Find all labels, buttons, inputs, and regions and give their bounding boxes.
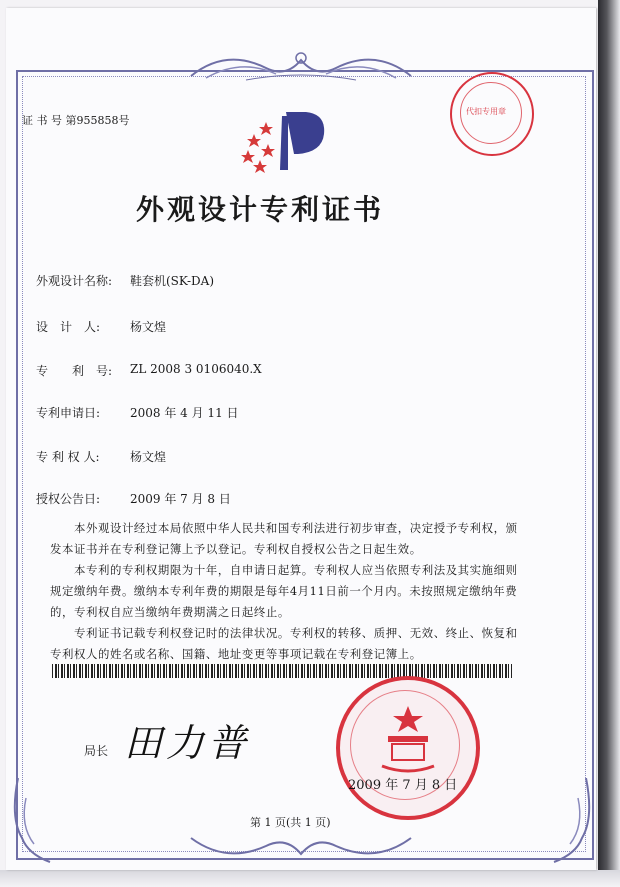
national-emblem-icon	[378, 704, 438, 774]
agency-seal	[450, 72, 534, 156]
paragraph-term-statement	[50, 560, 520, 623]
field-grant-date-value: 2009 年 7 月 8 日	[130, 492, 231, 506]
field-patent-number-label: 专 利 号:	[36, 364, 113, 378]
certificate-page	[6, 8, 596, 870]
paragraph-line: 的，专利权自应当缴纳年费期满之日起终止。	[50, 605, 290, 619]
page-footer: 第 1 页(共 1 页)	[250, 816, 331, 829]
field-patent-number-value: ZL 2008 3 0106040.X	[130, 362, 262, 376]
field-design-name-value: 鞋套机(SK-DA)	[130, 274, 215, 288]
bottom-ornament	[186, 832, 416, 866]
field-designer-label: 设 计 人:	[36, 320, 101, 334]
corner-ornament-br	[546, 778, 596, 868]
paragraph-line: 本专利的专利权期限为十年，自申请日起算。专利权人应当依照专利法及其实施细则	[50, 563, 518, 577]
certificate-number: 证 书 号 第955858号	[22, 114, 130, 127]
field-patentee-label: 专 利 权 人:	[36, 450, 100, 464]
paragraph-grant-statement	[50, 518, 520, 560]
top-ornament	[186, 46, 416, 86]
paragraph-line: 专利证书记载专利权登记时的法律状况。专利权的转移、质押、无效、终止、恢复和	[50, 626, 518, 640]
director-signature: 田力普	[124, 721, 251, 765]
scan-shadow-bottom	[0, 870, 620, 887]
field-designer-value: 杨文煌	[130, 320, 167, 334]
field-filing-date-value: 2008 年 4 月 11 日	[130, 406, 239, 420]
paragraph-legal-status	[50, 623, 520, 665]
paragraph-line: 规定缴纳年费。缴纳本专利年费的期限是每年4月11日前一个月内。未按照规定缴纳年费	[50, 584, 518, 598]
field-filing-date-label: 专利申请日:	[36, 406, 101, 420]
paragraph-line: 发本证书并在专利登记簿上予以登记。专利权自授权公告之日起生效。	[50, 542, 422, 556]
paragraph-line: 本外观设计经过本局依照中华人民共和国专利法进行初步审查，决定授予专利权，颁	[50, 521, 518, 535]
sipo-logo-icon	[234, 108, 334, 178]
field-grant-date-label: 授权公告日:	[36, 492, 101, 506]
field-patentee-value: 杨文煌	[130, 450, 167, 464]
barcode	[52, 664, 512, 678]
agency-seal-text: 代扣专用章	[466, 107, 506, 116]
field-design-name-label: 外观设计名称:	[36, 274, 113, 288]
scan-shadow-right	[598, 0, 620, 887]
corner-ornament-bl	[8, 778, 58, 868]
certificate-title: 外观设计专利证书	[136, 193, 385, 226]
director-label: 局长	[84, 744, 109, 758]
issue-date: 2009 年 7 月 8 日	[348, 778, 458, 793]
national-seal	[336, 676, 480, 820]
paragraph-line: 专利权人的姓名或名称、国籍、地址变更等事项记载在专利登记簿上。	[50, 647, 422, 661]
